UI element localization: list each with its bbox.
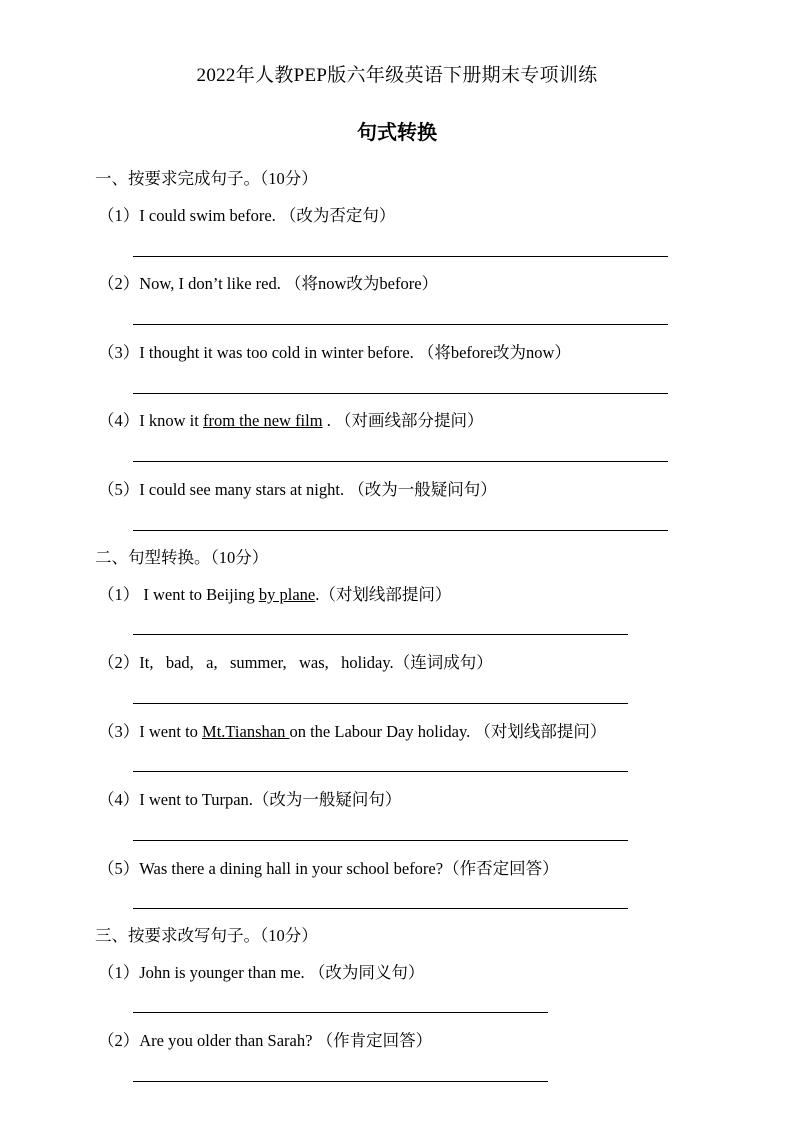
underlined-phrase: from the new film <box>202 411 323 430</box>
page-title: 2022年人教PEP版六年级英语下册期末专项训练 <box>196 65 598 86</box>
answer-line[interactable] <box>133 1012 548 1013</box>
answer-line[interactable] <box>133 908 628 909</box>
answer-line[interactable] <box>133 703 628 704</box>
question-2-2: （2）It, bad, a, summer, was, holiday.（连词成句） <box>98 653 493 672</box>
question-1-5: （5）I could see many stars at night. （改为一般疑问句） <box>98 480 497 499</box>
question-1-1: （1）I could swim before. （改为否定句） <box>98 206 396 225</box>
question-2-1: （1） I went to Beijing by plane.（对划线部提问） <box>98 585 452 604</box>
answer-line[interactable] <box>133 324 668 325</box>
answer-line[interactable] <box>133 530 668 531</box>
question-2-5: （5）Was there a dining hall in your school before?（作否定回答） <box>98 859 559 878</box>
question-1-2: （2）Now, I don’t like red. （将now改为before） <box>98 274 439 293</box>
answer-line[interactable] <box>133 461 668 462</box>
section-heading-2: 二、句型转换。（10分） <box>95 548 269 567</box>
question-1-4: （4）I know it from the new film . （对画线部分提问） <box>98 411 484 430</box>
question-1-3: （3）I thought it was too cold in winter before. （将before改为now） <box>98 343 571 362</box>
question-3-1: （1）John is younger than me. （改为同义句） <box>98 963 425 982</box>
answer-line[interactable] <box>133 634 628 635</box>
answer-line[interactable] <box>133 771 628 772</box>
page-subtitle: 句式转换 <box>357 120 437 144</box>
answer-line[interactable] <box>133 1081 548 1082</box>
question-2-3: （3）I went to Mt.Tianshan on the Labour Day holiday. （对划线部提问） <box>98 722 607 741</box>
section-heading-1: 一、按要求完成句子。（10分） <box>95 169 318 188</box>
question-3-2: （2）Are you older than Sarah? （作肯定回答） <box>98 1031 433 1050</box>
answer-line[interactable] <box>133 256 668 257</box>
section-heading-3: 三、按要求改写句子。（10分） <box>95 926 318 945</box>
underlined-phrase: by plane <box>258 585 316 604</box>
answer-line[interactable] <box>133 840 628 841</box>
underlined-phrase: Mt.Tianshan <box>202 722 290 741</box>
answer-line[interactable] <box>133 393 668 394</box>
question-2-4: （4）I went to Turpan.（改为一般疑问句） <box>98 790 402 809</box>
